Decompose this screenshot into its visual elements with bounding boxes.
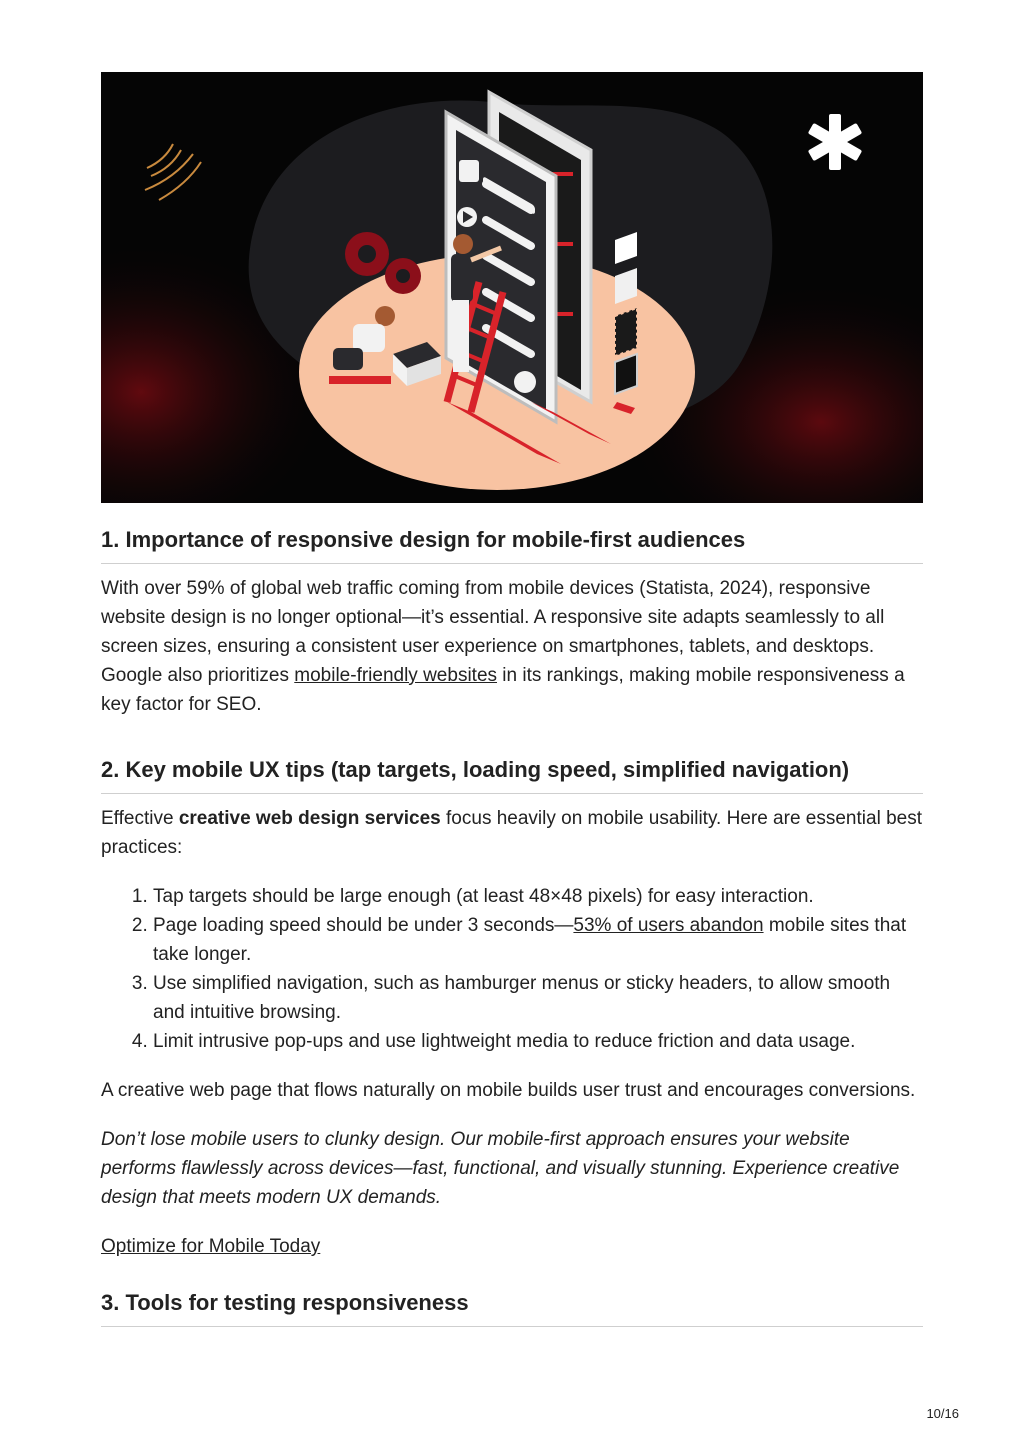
section-heading-testing-tools: 3. Tools for testing responsiveness (101, 1289, 923, 1327)
image-icon (459, 160, 479, 182)
best-practices-list (101, 882, 923, 1056)
bold-text: creative web design services (178, 808, 441, 829)
paragraph-text: With over 59% of global web traffic coming from mobile devices (Statista, 2024), responsive website design is no longer optional—it’s essential. A responsive site adapts seamlessly to all screen sizes, ensuring a consistent user experience on smartphones, tablets, and desktops. Google also prioritizes (101, 578, 885, 686)
hero-illustration (101, 72, 923, 503)
paragraph-mobile-ux-intro (101, 804, 923, 862)
mobile-friendly-websites-link[interactable]: mobile-friendly websites (294, 665, 498, 686)
list-item-text: mobile sites that take longer. (153, 915, 907, 965)
section-heading-responsive-design: 1. Importance of responsive design for mobile-first audiences (101, 526, 923, 564)
list-item: 4. Limit intrusive pop-ups and use lightweight media to reduce friction and data usage. (153, 1027, 923, 1056)
play-icon (457, 207, 477, 227)
document-page (101, 72, 923, 1327)
list-item: 3. Use simplified navigation, such as hamburger menus or sticky headers, to allow smooth and intuitive browsing. (153, 969, 923, 1027)
list-item (153, 911, 923, 969)
paragraph-italic-cta: Don’t lose mobile users to clunky design. Our mobile-first approach ensures your website performs flawlessly across devices—fast, functional, and visually stunning. Experience creative design that meets modern UX demands. (101, 1129, 900, 1208)
paragraph-responsive-design (101, 574, 923, 719)
list-item-text: Page loading speed should be under 3 seconds— (153, 915, 574, 936)
list-item: 1. Tap targets should be large enough (at least 48×48 pixels) for easy interaction. (153, 882, 923, 911)
paragraph-text: in its rankings, making mobile responsiveness a key factor for SEO. (101, 665, 905, 715)
page-number: 10/16 (926, 1406, 959, 1421)
paragraph-text: focus heavily on mobile usability. Here are essential best practices: (101, 808, 922, 858)
section-heading-mobile-ux-tips: 2. Key mobile UX tips (tap targets, loading speed, simplified navigation) (101, 756, 923, 794)
paragraph-text: Effective (101, 808, 179, 829)
paragraph-cta (101, 1232, 923, 1261)
optimize-for-mobile-link[interactable]: Optimize for Mobile Today (101, 1236, 321, 1257)
paragraph-closing: A creative web page that flows naturally on mobile builds user trust and encourages conversions. (101, 1080, 916, 1101)
users-abandon-link[interactable]: 53% of users abandon (573, 915, 764, 936)
chat-icon (514, 371, 536, 393)
